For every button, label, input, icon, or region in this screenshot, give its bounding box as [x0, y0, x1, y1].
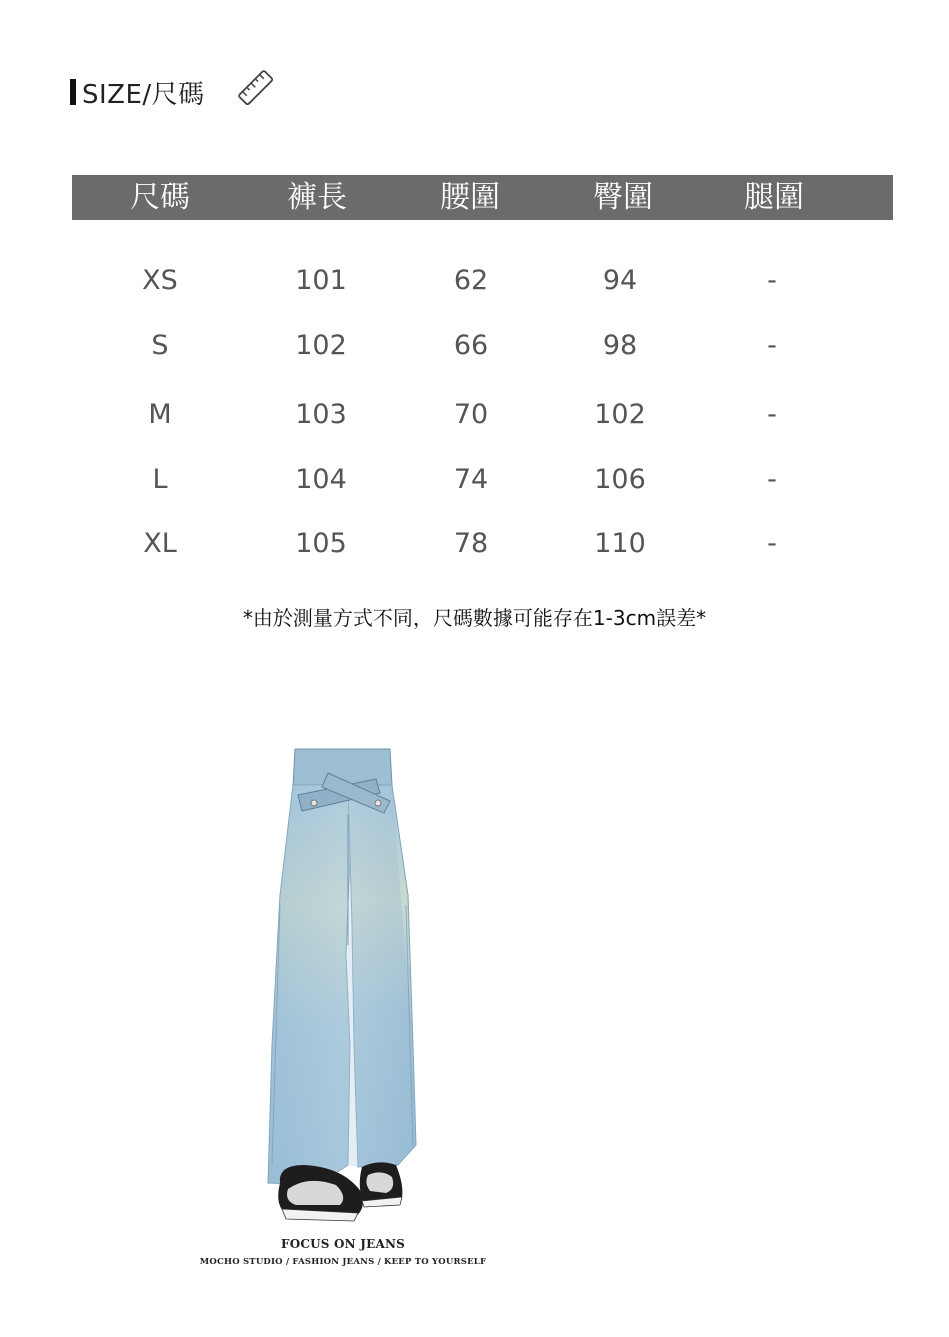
cell-waist: 74 — [453, 464, 489, 495]
cell-hip: 94 — [602, 265, 638, 296]
cell-waist: 70 — [453, 399, 489, 430]
cell-size: M — [148, 399, 172, 430]
header-size: 尺碼 — [130, 180, 190, 215]
cell-length: 105 — [295, 528, 347, 559]
cell-thigh: - — [767, 464, 777, 495]
table-row — [0, 395, 949, 435]
measurement-note: *由於測量方式不同，尺碼數據可能存在1-3cm誤差* — [242, 606, 707, 630]
title-accent-bar — [70, 79, 76, 105]
cell-length: 101 — [295, 265, 347, 296]
cell-hip: 106 — [594, 464, 646, 495]
section-title — [70, 72, 205, 112]
table-row — [0, 261, 949, 301]
cell-waist: 78 — [453, 528, 489, 559]
cell-size: XS — [142, 265, 178, 296]
cell-hip: 110 — [594, 528, 646, 559]
cell-thigh: - — [767, 399, 777, 430]
cell-thigh: - — [767, 528, 777, 559]
title-text: SIZE/尺碼 — [82, 79, 205, 110]
cell-waist: 62 — [453, 265, 489, 296]
jeans-photo — [258, 745, 428, 1225]
cell-hip: 98 — [602, 330, 638, 361]
cell-size: XL — [143, 528, 177, 559]
table-row — [0, 326, 949, 366]
header-hip: 臀圍 — [593, 180, 653, 215]
cell-waist: 66 — [453, 330, 489, 361]
cell-length: 102 — [295, 330, 347, 361]
cell-thigh: - — [767, 330, 777, 361]
header-waist: 腰圍 — [440, 180, 500, 215]
cell-thigh: - — [767, 265, 777, 296]
cell-size: S — [151, 330, 169, 361]
header-thigh: 腿圍 — [744, 180, 804, 215]
table-row — [0, 524, 949, 564]
brand-tagline: FOCUS ON JEANS — [280, 1237, 405, 1251]
cell-hip: 102 — [594, 399, 646, 430]
cell-length: 104 — [295, 464, 347, 495]
cell-length: 103 — [295, 399, 347, 430]
header-length: 褲長 — [287, 180, 347, 215]
cell-size: L — [152, 464, 168, 495]
ruler-icon — [236, 68, 276, 108]
table-row — [0, 460, 949, 500]
brand-subtagline: MOCHO STUDIO / FASHION JEANS / KEEP TO YOURSELF — [199, 1257, 487, 1267]
size-table-header — [72, 175, 893, 220]
